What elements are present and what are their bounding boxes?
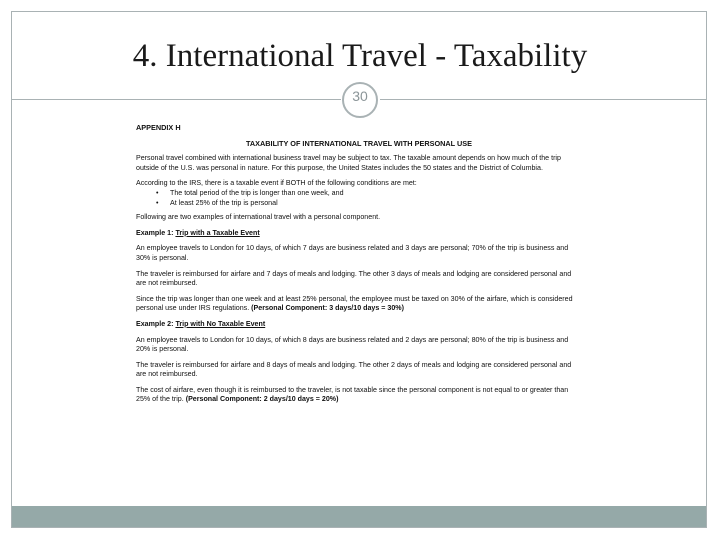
examples-intro: Following are two examples of international travel with a personal component. <box>136 213 381 222</box>
title-rule-left <box>11 99 341 100</box>
example2-para1: An employee travels to London for 10 days, of which 8 days are business related and 2 days are personal; 80% of the trip is business and 20% is personal. <box>136 335 569 354</box>
example2-para3 <box>136 386 582 405</box>
page-number: 30 <box>352 88 368 104</box>
slide-title: 4. International Travel - Taxability <box>132 38 588 74</box>
example1-prefix: Example 1: <box>136 228 174 237</box>
example2-title: Trip with No Taxable Event <box>175 319 266 328</box>
conditions-intro: According to the IRS, there is a taxable event if BOTH of the following conditions are met: <box>136 179 417 188</box>
conditions-list <box>136 189 582 208</box>
example1-heading <box>136 229 582 239</box>
example1-component: (Personal Component: 3 days/10 days = 30%) <box>251 304 404 313</box>
example1-title: Trip with a Taxable Event <box>175 228 260 237</box>
condition-item: • The total period of the trip is longer than one week, and <box>136 189 582 199</box>
example2-component: (Personal Component: 2 days/10 days = 20%) <box>185 395 339 404</box>
document-heading: TAXABILITY OF INTERNATIONAL TRAVEL WITH PERSONAL USE <box>245 138 473 148</box>
appendix-document <box>136 123 582 411</box>
example1-para2: The traveler is reimbursed for airfare and 7 days of meals and lodging. The other 3 days of meals and lodging are considered personal and are not reimbursed. <box>136 269 572 288</box>
example2-para3-text: The cost of airfare, even though it is reimbursed to the traveler, is not taxable since the personal component is not equal to or greater than 25% of the trip. <box>136 385 569 404</box>
footer-bar <box>12 506 706 527</box>
example1-para1: An employee travels to London for 10 days, of which 7 days are business related and 3 days are personal; 70% of the trip is business and 30% is personal. <box>136 244 569 262</box>
intro-paragraph: Personal travel combined with international business travel may be subject to tax. The taxable amount depends on how much of the trip outside of the U.S. was personal in nature. For this purpose, the United States includes the 50 states and the District of Columbia. <box>136 154 561 172</box>
example2-heading <box>136 320 582 330</box>
example2-prefix: Example 2: <box>136 319 174 328</box>
condition-item: • At least 25% of the trip is personal <box>136 199 582 209</box>
example2-para2: The traveler is reimbursed for airfare and 8 days of meals and lodging. The other 2 days of meals and lodging are considered personal and are not reimbursed. <box>136 360 572 379</box>
example1-para3 <box>136 295 582 314</box>
appendix-label: APPENDIX H <box>136 123 181 132</box>
example1-para3-text: Since the trip was longer than one week and at least 25% personal, the employee must be taxed on 30% of the airfare, which is considered personal use under IRS regulations. <box>136 294 573 313</box>
title-rule-right <box>380 99 707 100</box>
